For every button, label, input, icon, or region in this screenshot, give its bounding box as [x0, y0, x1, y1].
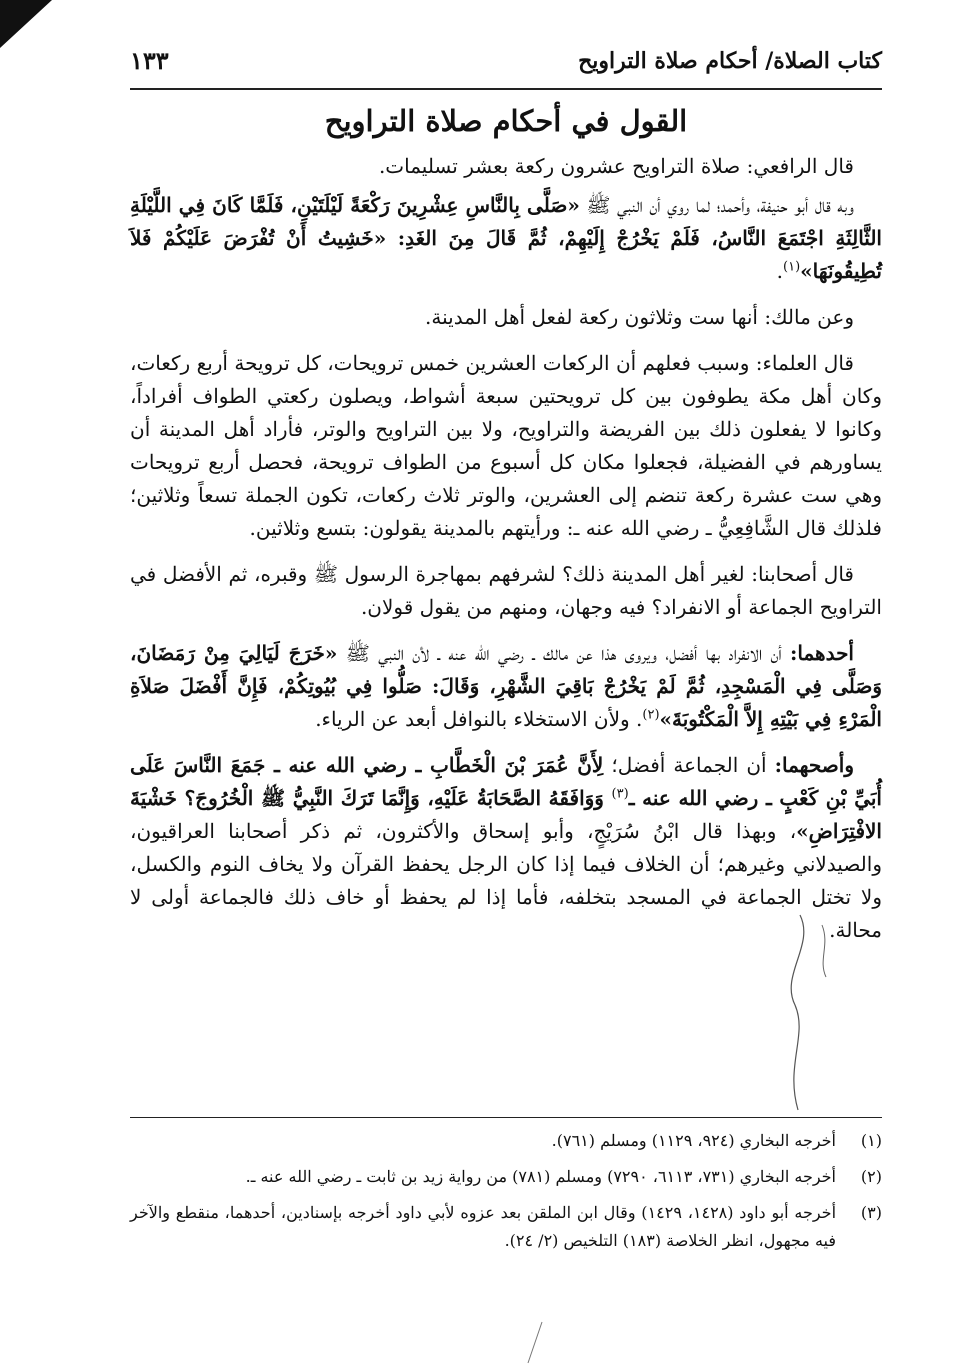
footnote-text: أخرجه البخاري (٩٢٤، ١١٢٩) ومسلم (٧٦١). [551, 1131, 836, 1150]
footnote-number: (٣) [860, 1203, 882, 1222]
hadith-quote: وَوَافَقَهُ الصَّحَابَةُ عَلَيْهِ، وَإِنَّمَا تَرَكَ النَّبِيُّ ﷺ الْخُرُوجَ؟ خَشْيَةَ الافْتِرَاضِ» [130, 785, 882, 843]
footnote-ref: (٣) [611, 785, 629, 801]
paragraph-text: وعن مالك: أنها ست وثلاثون ركعة لفعل أهل المدينة. [425, 304, 854, 329]
footnote-ref: (١) [783, 258, 801, 274]
footnote-ref: (٢) [642, 706, 660, 722]
footnote-text: أخرجه البخاري (٧٣١، ٦١١٣، ٧٢٩٠) ومسلم (٧٨١) من رواية زيد بن ثابت ـ رضي الله عنه ـ. [245, 1167, 836, 1186]
footnote-item [130, 1163, 882, 1191]
paragraph-lead: وأصحهما: [774, 752, 854, 777]
paragraph-malik [130, 301, 882, 334]
pencil-stroke-mark [520, 1320, 550, 1365]
paragraph-text: أن الانفراد بها أفضل، ويروى هذا عن مالك ـ رضي الله عنه ـ لأن النبي ﷺ [337, 640, 790, 665]
paragraph-lead: أحدهما: [789, 640, 854, 665]
paragraph-abu-hanifa [130, 189, 882, 288]
paragraph-ahaduhuma [130, 637, 882, 736]
paragraph-text: قال العلماء: وسبب فعلهم أن الركعات العشرين خمس ترويحات، كل ترويحة أربع ركعات، وكان أهل مكة يطوفون بين كل ترويحتين سبعة أشواط، ويصلون ركعتي الطواف أفراداً، وكانوا لا يفعلون ذلك بين الفريضة والتراويح، ولا بين التراويح والوتر، فأراد أهل المدينة أن يساورهم في الفضيلة، فجعلوا مكان كل أسبوع من الطواف ترويحة، فحصل أربع ترويحات وهي ست عشرة ركعة تنضم إلى العشرين، والوتر ثلاث ركعات، تكون الجملة تسعاً وثلاثين؛ فلذلك قال الشَّافِعِيُّ ـ رضي الله عنه ـ: ورأيتهم بالمدينة يقولون: بتسع وثلاثين. [130, 350, 882, 540]
paragraph-text: وبه قال أبو حنيفة، وأحمد؛ لما روي أن النبي ﷺ [579, 192, 854, 217]
paragraph-text: قال أصحابنا: لغير أهل المدينة ذلك؟ لشرفهم بمهاجرة الرسول ﷺ وقبره، ثم الأفضل في التراويح الجماعة أو الانفراد؟ فيه وجهان، ومنهم من يقول قولان. [130, 561, 882, 619]
footnote-item [130, 1127, 882, 1155]
footnotes [130, 1127, 882, 1263]
footnote-text: أخرجه أبو داود (١٤٢٨، ١٤٢٩) وقال ابن الملقن بعد عزوه لأبي داود أخرجه بإسنادين، أحدهما، منقطع والآخر فيه مجهول، انظر الخلاصة (١٨٣) التلخيص (٢/ ٢٤). [130, 1203, 837, 1250]
footnote-divider [130, 1117, 882, 1118]
footnote-number: (٢) [860, 1167, 882, 1186]
paragraph-text: قال الرافعي: صلاة التراويح عشرون ركعة بعشر تسليمات. [378, 153, 854, 178]
hadith-quote: لِأَنَّ عُمَرَ بْنَ الْخَطَّابِ ـ رضي الله عنه ـ جَمَعَ النَّاسَ عَلَى أُبَيِّ بْنِ كَعْبٍ ـ رضي الله عنه ـ [130, 752, 882, 810]
paragraph-ulama [130, 347, 882, 545]
pencil-annotation-mark [760, 905, 840, 1115]
paragraph-text: ، وبهذا قال ابْنُ سُرَيْجٍ، وأبو إسحاق والأكثرون، ثم ذكر أصحابنا العراقيون، والصيدلاني وغيرهم؛ أن الخلاف فيما إذا كان الرجل يحفظ القرآن ولا يخاف النوم والكسل، ولا تختل الجماعة في المسجد بتخلفه، فأما إذا لم يحفظ أو خاف ذلك فالجماعة أولى لا محالة. [130, 818, 882, 942]
footnote-number: (١) [860, 1131, 882, 1150]
header-title: كتاب الصلاة/ أحكام صلاة التراويح [578, 48, 882, 74]
paragraph-ashab [130, 558, 882, 624]
hadith-quote: «خَرَجَ لَيَالِيَ مِنْ رَمَضَانَ، وَصَلَّى فِي الْمَسْجِدِ، ثُمَّ لَمْ يَخْرُجْ بَاقِيَ الشَّهْرِ، وَقَالَ: صَلُّوا فِي بُيُوتِكُمْ، فَإِنَّ أَفْضَلَ صَلاَةِ الْمَرْءِ فِي بَيْتِهِ إِلاَّ الْمَكْتُوبَةَ» [130, 640, 882, 731]
paragraph-rafii [130, 150, 882, 183]
main-text [130, 100, 882, 960]
chapter-title: القول في أحكام صلاة التراويح [324, 104, 688, 138]
corner-fold-mark [0, 0, 60, 50]
paragraph-text: . ولأن الاستخلاء بالنوافل أبعد عن الرياء. [315, 706, 643, 731]
hadith-quote: «صَلَّى بِالنَّاسِ عِشْرِينَ رَكْعَةً لَيْلَتَيْنِ، فَلَمَّا كَانَ فِي اللَّيْلَةِ الثَّالِثَةِ اجْتَمَعَ النَّاسُ، فَلَمْ يَخْرُجْ إِلَيْهِمْ، ثُمَّ قَالَ مِنَ الغَدِ: «خَشِيتُ أَنْ تُفْرَضَ عَلَيْكُمْ فَلاَ تُطِيقُونَهَا» [130, 192, 882, 283]
footnote-item [130, 1199, 882, 1255]
paragraph-text: . [776, 258, 784, 283]
running-header [130, 42, 882, 90]
paragraph-text: أن الجماعة أفضل؛ [603, 752, 775, 777]
page-number: ١٣٣ [130, 46, 169, 75]
